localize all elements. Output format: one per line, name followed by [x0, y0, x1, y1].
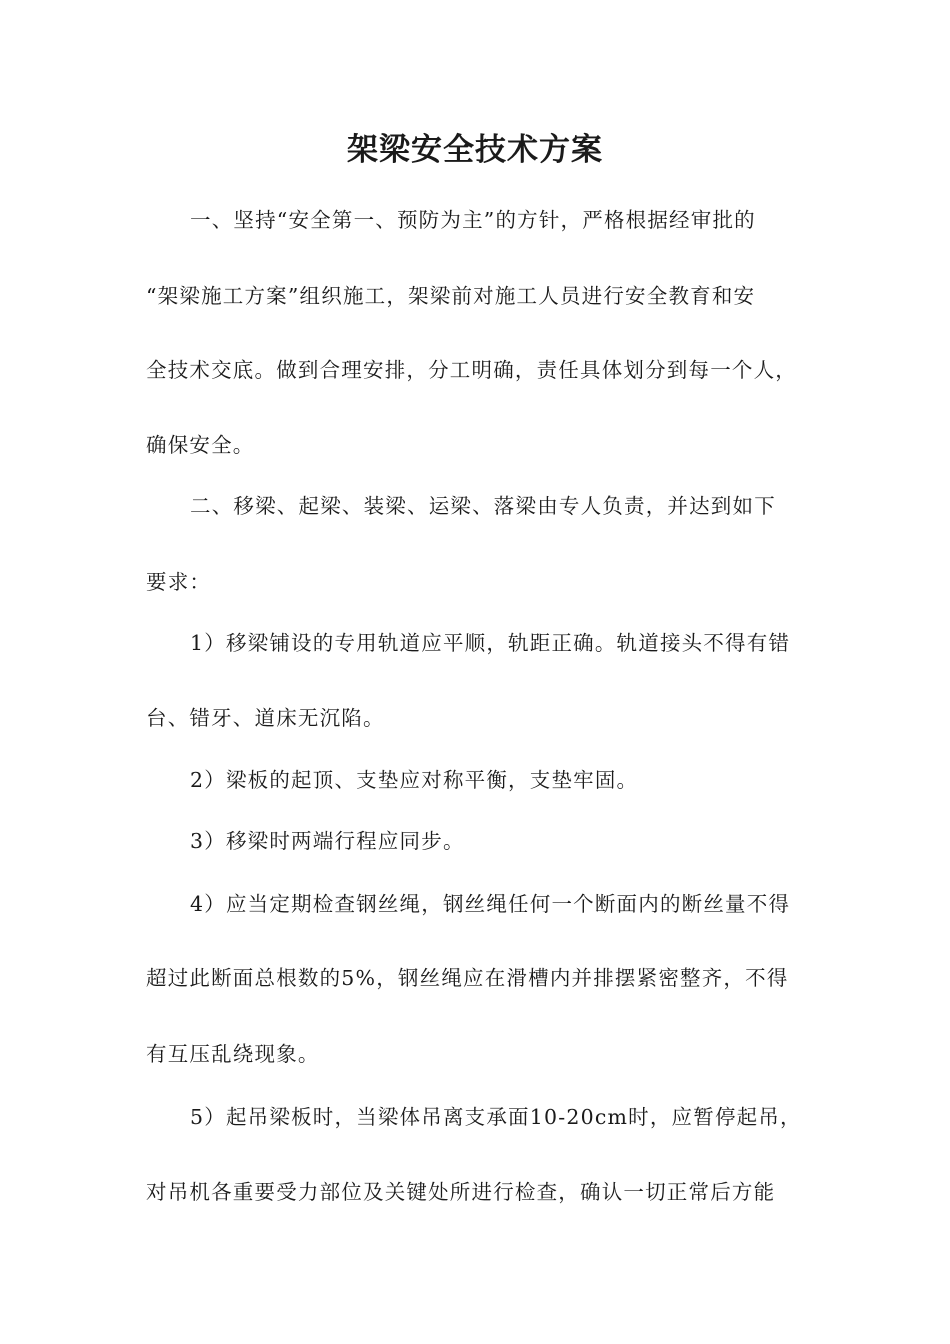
- paragraph-line: 确保安全。: [146, 433, 255, 457]
- list-item-line: 4）应当定期检查钢丝绳，钢丝绳任何一个断面内的断丝量不得: [190, 892, 791, 916]
- list-item-line: 5）起吊梁板时，当梁体吊离支承面10-20cm时，应暂停起吊，: [190, 1105, 802, 1129]
- paragraph-line: 全技术交底。做到合理安排，分工明确，责任具体划分到每一个人，: [146, 358, 797, 382]
- paragraph-line: “架梁施工方案”组织施工，架梁前对施工人员进行安全教育和安: [146, 284, 756, 308]
- document-title: 架梁安全技术方案: [347, 132, 603, 168]
- paragraph-line: 二、移梁、起梁、装梁、运梁、落梁由专人负责，并达到如下: [190, 494, 776, 518]
- list-item-line: 对吊机各重要受力部位及关键处所进行检查，确认一切正常后方能: [146, 1180, 776, 1204]
- list-item-line: 1）移梁铺设的专用轨道应平顺，轨距正确。轨道接头不得有错: [190, 631, 791, 655]
- paragraph-line: 要求：: [146, 570, 212, 594]
- list-item-line: 3）移梁时两端行程应同步。: [190, 829, 465, 853]
- list-item-line: 超过此断面总根数的5%，钢丝绳应在滑槽内并排摆紧密整齐，不得: [146, 966, 789, 990]
- list-item-line: 台、错牙、道床无沉陷。: [146, 706, 385, 730]
- list-item-line: 2）梁板的起顶、支垫应对称平衡，支垫牢固。: [190, 768, 639, 792]
- paragraph-line: 一、坚持“安全第一、预防为主”的方针，严格根据经审批的: [190, 208, 756, 232]
- list-item-line: 有互压乱绕现象。: [146, 1042, 320, 1066]
